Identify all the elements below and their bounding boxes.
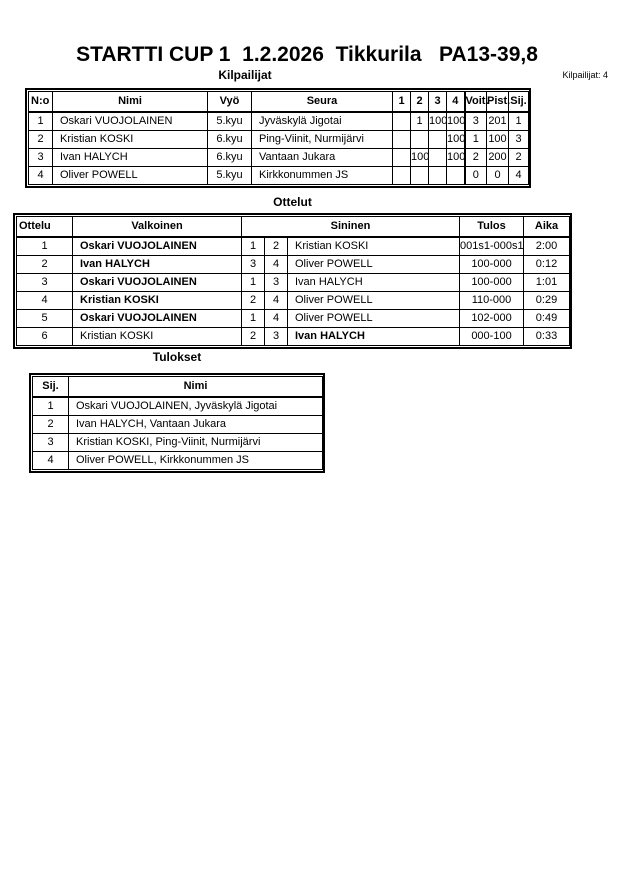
cell-no: 1 — [29, 112, 53, 131]
cell-club: Ping-Viinit, Nurmijärvi — [252, 131, 393, 149]
cell-result: 110-000 — [460, 292, 524, 310]
cell-round-4: 100 — [447, 112, 465, 131]
cell-round-2: 1 — [411, 112, 429, 131]
page-title: STARTTI CUP 1 1.2.2026 Tikkurila PA13-39,8 — [76, 43, 538, 66]
cell-wins: 1 — [465, 131, 487, 149]
cell-white-name: Oskari VUOJOLAINEN — [73, 237, 242, 256]
cell-result: 100-000 — [460, 256, 524, 274]
cell-no: 3 — [29, 149, 53, 167]
cell-white-name: Kristian KOSKI — [73, 328, 242, 346]
cell-wins: 0 — [465, 167, 487, 185]
col-header-place: Sij. — [509, 92, 529, 113]
cell-white-name: Ivan HALYCH — [73, 256, 242, 274]
cell-time: 0:29 — [524, 292, 570, 310]
match-row — [17, 237, 570, 256]
result-row — [33, 416, 323, 434]
col-header-place: Sij. — [33, 377, 69, 398]
match-row — [17, 256, 570, 274]
cell-place: 3 — [33, 434, 69, 452]
results-table — [29, 373, 325, 473]
cell-match-no: 2 — [17, 256, 73, 274]
cell-blue-name: Ivan HALYCH — [288, 328, 460, 346]
cell-blue-name: Oliver POWELL — [288, 292, 460, 310]
match-row — [17, 328, 570, 346]
col-header-match-no: Ottelu — [17, 217, 73, 238]
cell-white-no: 2 — [242, 328, 265, 346]
cell-blue-name: Kristian KOSKI — [288, 237, 460, 256]
cell-blue-name: Ivan HALYCH — [288, 274, 460, 292]
cell-points: 100 — [487, 131, 509, 149]
matches-header-row — [17, 217, 570, 238]
cell-name: Kristian KOSKI — [53, 131, 208, 149]
cell-belt: 6.kyu — [208, 131, 252, 149]
cell-time: 1:01 — [524, 274, 570, 292]
cell-club: Jyväskylä Jigotai — [252, 112, 393, 131]
cell-place: 3 — [509, 131, 529, 149]
matches-table — [13, 213, 572, 349]
matches-heading: Ottelut — [273, 195, 312, 209]
cell-no: 4 — [29, 167, 53, 185]
cell-time: 2:00 — [524, 237, 570, 256]
cell-belt: 5.kyu — [208, 112, 252, 131]
cell-result: 000-100 — [460, 328, 524, 346]
col-header-club: Seura — [252, 92, 393, 113]
cell-white-name: Kristian KOSKI — [73, 292, 242, 310]
cell-white-no: 1 — [242, 310, 265, 328]
competitor-row — [29, 149, 529, 167]
match-row — [17, 292, 570, 310]
cell-name: Ivan HALYCH — [53, 149, 208, 167]
cell-points: 0 — [487, 167, 509, 185]
result-row — [33, 452, 323, 470]
cell-place: 1 — [33, 397, 69, 416]
cell-white-no: 1 — [242, 237, 265, 256]
competitor-row — [29, 112, 529, 131]
cell-match-no: 6 — [17, 328, 73, 346]
cell-blue-name: Oliver POWELL — [288, 310, 460, 328]
cell-round-3 — [429, 167, 447, 185]
cell-white-name: Oskari VUOJOLAINEN — [73, 310, 242, 328]
competitors-count: Kilpailijat: 4 — [562, 70, 608, 80]
cell-match-no: 4 — [17, 292, 73, 310]
competitor-row — [29, 131, 529, 149]
cell-round-3: 100 — [429, 112, 447, 131]
cell-blue-no: 3 — [265, 274, 288, 292]
cell-white-name: Oskari VUOJOLAINEN — [73, 274, 242, 292]
cell-match-no: 3 — [17, 274, 73, 292]
col-header-time: Aika — [524, 217, 570, 238]
cell-round-4 — [447, 167, 465, 185]
cell-round-3 — [429, 131, 447, 149]
cell-belt: 5.kyu — [208, 167, 252, 185]
result-row — [33, 434, 323, 452]
col-header-blue: Sininen — [242, 217, 460, 238]
cell-time: 0:49 — [524, 310, 570, 328]
cell-round-2 — [411, 167, 429, 185]
cell-time: 0:12 — [524, 256, 570, 274]
col-header-result: Tulos — [460, 217, 524, 238]
cell-round-1 — [393, 149, 411, 167]
cell-no: 2 — [29, 131, 53, 149]
cell-white-no: 2 — [242, 292, 265, 310]
competitors-table — [25, 88, 531, 188]
cell-blue-no: 3 — [265, 328, 288, 346]
cell-round-2 — [411, 131, 429, 149]
result-row — [33, 397, 323, 416]
cell-blue-no: 4 — [265, 292, 288, 310]
cell-blue-no: 4 — [265, 256, 288, 274]
cell-place: 4 — [33, 452, 69, 470]
col-header-r4: 4 — [447, 92, 465, 113]
cell-match-no: 1 — [17, 237, 73, 256]
cell-round-4: 100 — [447, 149, 465, 167]
cell-round-1 — [393, 112, 411, 131]
cell-name: Oskari VUOJOLAINEN — [53, 112, 208, 131]
cell-round-4: 100 — [447, 131, 465, 149]
competitors-heading: Kilpailijat — [218, 68, 272, 82]
cell-name: Oskari VUOJOLAINEN, Jyväskylä Jigotai — [69, 397, 323, 416]
match-row — [17, 274, 570, 292]
col-header-name: Nimi — [53, 92, 208, 113]
cell-points: 201 — [487, 112, 509, 131]
cell-white-no: 3 — [242, 256, 265, 274]
competitor-row — [29, 167, 529, 185]
cell-blue-no: 2 — [265, 237, 288, 256]
cell-points: 200 — [487, 149, 509, 167]
cell-round-1 — [393, 167, 411, 185]
col-header-points: Pist. — [487, 92, 509, 113]
col-header-name: Nimi — [69, 377, 323, 398]
cell-time: 0:33 — [524, 328, 570, 346]
cell-name: Oliver POWELL — [53, 167, 208, 185]
cell-belt: 6.kyu — [208, 149, 252, 167]
cell-round-2: 100 — [411, 149, 429, 167]
cell-round-1 — [393, 131, 411, 149]
cell-result: 100-000 — [460, 274, 524, 292]
cell-round-3 — [429, 149, 447, 167]
col-header-white: Valkoinen — [73, 217, 242, 238]
col-header-wins: Voit. — [465, 92, 487, 113]
results-header-row — [33, 377, 323, 398]
cell-result: 001s1-000s1 — [460, 237, 524, 256]
cell-wins: 3 — [465, 112, 487, 131]
cell-place: 1 — [509, 112, 529, 131]
cell-name: Kristian KOSKI, Ping-Viinit, Nurmijärvi — [69, 434, 323, 452]
cell-blue-no: 4 — [265, 310, 288, 328]
col-header-r2: 2 — [411, 92, 429, 113]
col-header-r3: 3 — [429, 92, 447, 113]
competitors-header-row — [29, 92, 529, 113]
cell-wins: 2 — [465, 149, 487, 167]
cell-club: Kirkkonummen JS — [252, 167, 393, 185]
results-heading: Tulokset — [152, 350, 202, 364]
cell-club: Vantaan Jukara — [252, 149, 393, 167]
cell-place: 4 — [509, 167, 529, 185]
col-header-no: N:o — [29, 92, 53, 113]
col-header-belt: Vyö — [208, 92, 252, 113]
match-row — [17, 310, 570, 328]
cell-name: Oliver POWELL, Kirkkonummen JS — [69, 452, 323, 470]
cell-result: 102-000 — [460, 310, 524, 328]
cell-match-no: 5 — [17, 310, 73, 328]
cell-place: 2 — [33, 416, 69, 434]
cell-white-no: 1 — [242, 274, 265, 292]
cell-name: Ivan HALYCH, Vantaan Jukara — [69, 416, 323, 434]
cell-place: 2 — [509, 149, 529, 167]
cell-blue-name: Oliver POWELL — [288, 256, 460, 274]
col-header-r1: 1 — [393, 92, 411, 113]
